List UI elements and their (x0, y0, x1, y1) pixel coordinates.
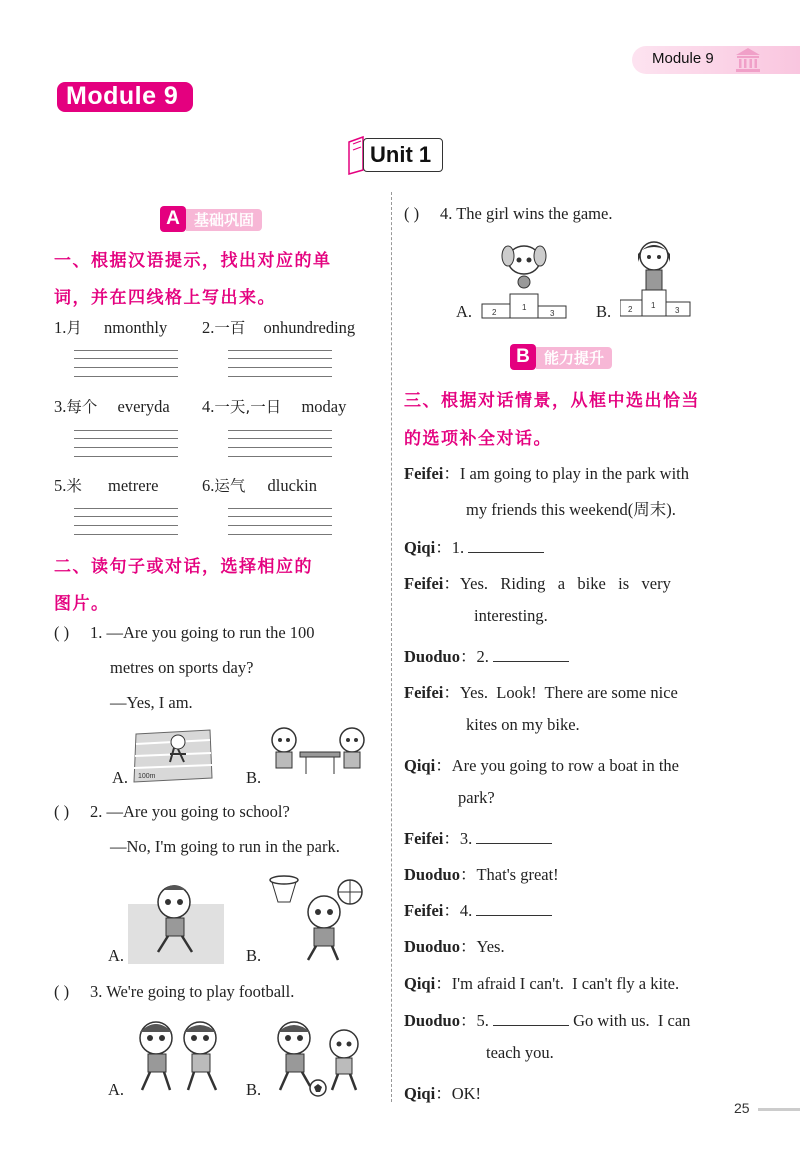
dialogue-line-1: Feifei：I am going to play in the park with (404, 464, 690, 483)
vocab-item-5: 5.米 metrere (54, 476, 159, 495)
podium-a-first: 1 (522, 303, 527, 312)
part1-heading-line2: 词，并在四线格上写出来。 (54, 288, 276, 308)
vocab-item-6: 6.运气 dluckin (202, 476, 318, 495)
q4-option-b-label[interactable]: B. (596, 302, 612, 321)
dialogue-line-4: Duoduo：2. (404, 643, 569, 667)
podium-b-first: 1 (651, 301, 656, 310)
writing-lines-6[interactable] (228, 508, 332, 535)
blank-1[interactable] (468, 539, 544, 553)
q1-paren[interactable]: ( ) (54, 623, 70, 642)
dialogue-line-3-cont: interesting. (474, 606, 548, 625)
dialogue-line-9: Feifei：4. (404, 897, 552, 921)
page-number-rule (758, 1108, 800, 1111)
podium-b-second: 2 (628, 305, 633, 314)
q1-line2: metres on sports day? (110, 658, 254, 677)
part1-heading-line1: 一、根据汉语提示，找出对应的单 (54, 251, 332, 271)
dialogue-line-13: Qiqi：OK! (404, 1084, 482, 1103)
unit-title-text: Unit 1 (370, 142, 432, 167)
blank-3[interactable] (476, 830, 552, 844)
writing-lines-5[interactable] (74, 508, 178, 535)
dialogue-line-12-cont: teach you. (486, 1043, 554, 1062)
running-park-image[interactable] (128, 882, 224, 964)
q4-line1: 4. The girl wins the game. (440, 204, 613, 223)
writing-lines-4[interactable] (228, 430, 332, 457)
part3-heading-line2: 的选项补全对话。 (404, 429, 552, 449)
q1-line3: —Yes, I am. (110, 693, 193, 712)
q3-option-b-label[interactable]: B. (246, 1080, 262, 1099)
blank-4[interactable] (476, 902, 552, 916)
dialogue-line-8: Duoduo：That's great! (404, 865, 559, 884)
dialogue-line-5-cont: kites on my bike. (466, 715, 580, 734)
podium-girl-image[interactable] (620, 236, 692, 320)
podium-a-second: 2 (492, 308, 497, 317)
module-badge-text: Module 9 (66, 82, 179, 110)
section-a-letter: A (160, 206, 186, 232)
vocab-item-3: 3.每个 everyda (54, 397, 170, 416)
unit-title (345, 134, 443, 174)
q1-option-b-label[interactable]: B. (246, 768, 262, 787)
dialogue-line-2: Qiqi：1. (404, 534, 544, 558)
q2-line2: —No, I'm going to run in the park. (110, 837, 340, 856)
dialogue-line-10: Duoduo：Yes. (404, 937, 505, 956)
part2-heading-line2: 图片。 (54, 594, 110, 614)
q3-line1: 3. We're going to play football. (90, 982, 295, 1001)
basketball-image[interactable] (266, 872, 370, 964)
writing-lines-1[interactable] (74, 350, 178, 377)
q3-option-a-label[interactable]: A. (108, 1080, 125, 1099)
podium-a-third: 3 (550, 309, 555, 318)
ping-pong-image[interactable] (266, 724, 370, 784)
header-tab (632, 46, 800, 74)
q4-paren[interactable]: ( ) (404, 204, 420, 223)
page-number: 25 (734, 1100, 750, 1116)
q4-option-a-label[interactable]: A. (456, 302, 473, 321)
q2-option-a-label[interactable]: A. (108, 946, 125, 965)
building-icon (734, 47, 762, 73)
part3-heading-line1: 三、根据对话情景，从框中选出恰当 (404, 391, 700, 411)
writing-lines-2[interactable] (228, 350, 332, 377)
q1-line1: 1. —Are you going to run the 100 (90, 623, 315, 642)
blank-2[interactable] (493, 648, 569, 662)
part2-heading-line1: 二、读句子或对话，选择相应的 (54, 557, 313, 577)
dialogue-line-3: Feifei：Yes. Riding a bike is very (404, 574, 671, 593)
blank-5[interactable] (493, 1012, 569, 1026)
header-module-label: Module 9 (652, 50, 714, 67)
section-b-letter: B (510, 344, 536, 370)
section-a-label: 基础巩固 (186, 209, 262, 231)
writing-lines-3[interactable] (74, 430, 178, 457)
dialogue-line-6: Qiqi：Are you going to row a boat in the (404, 756, 679, 775)
track-100m-label: 100m (138, 773, 156, 780)
q2-paren[interactable]: ( ) (54, 802, 70, 821)
vocab-item-2: 2.一百 onhundreding (202, 318, 356, 337)
podium-b-third: 3 (675, 306, 680, 315)
q2-option-b-label[interactable]: B. (246, 946, 262, 965)
dialogue-line-7: Feifei：3. (404, 825, 552, 849)
running-track-image[interactable] (130, 726, 214, 784)
q1-option-a-label[interactable]: A. (112, 768, 129, 787)
dialogue-line-11: Qiqi：I'm afraid I can't. I can't fly a kite. (404, 974, 680, 993)
football-image[interactable] (266, 1014, 370, 1098)
column-divider (391, 192, 392, 1102)
q2-line1: 2. —Are you going to school? (90, 802, 290, 821)
vocab-item-4: 4.一天,一日 moday (202, 397, 347, 416)
dialogue-line-1-cont: my friends this weekend(周末). (466, 500, 676, 519)
section-b-label: 能力提升 (536, 347, 612, 369)
podium-dog-image[interactable] (476, 238, 572, 320)
vocab-item-1: 1.月 nmonthly (54, 318, 168, 337)
module-badge (57, 82, 193, 112)
dialogue-line-12: Duoduo：5. Go with us. I can (404, 1011, 691, 1030)
dialogue-line-6-cont: park? (458, 788, 495, 807)
two-kids-running-image[interactable] (130, 1016, 228, 1098)
dialogue-line-5: Feifei：Yes. Look! There are some nice (404, 683, 678, 702)
q3-paren[interactable]: ( ) (54, 982, 70, 1001)
